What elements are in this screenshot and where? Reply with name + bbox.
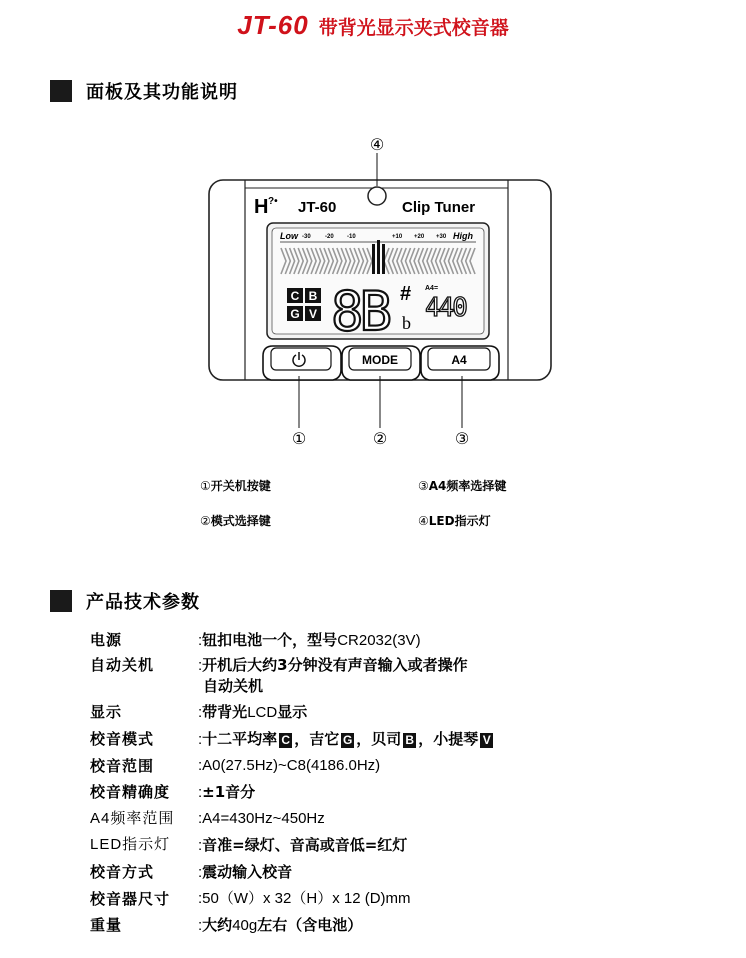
spec-row-auto-off	[90, 655, 710, 697]
flat-indicator: b	[402, 313, 411, 333]
legend-text: 模式选择键	[210, 514, 271, 528]
section-specs-heading	[50, 588, 200, 614]
sharp-indicator: #	[400, 283, 412, 305]
legend-item	[418, 477, 506, 494]
a4-value: 440	[425, 293, 466, 323]
spec-value: :A4=430Hz~450Hz	[198, 810, 325, 827]
mode-badge-v: V	[480, 733, 493, 748]
spec-row-accuracy	[90, 780, 710, 805]
spec-value: :钮扣电池一个，型号CR2032(3V)	[198, 631, 421, 649]
note-display: 8B	[331, 280, 389, 343]
scale-tick-label: +10	[392, 234, 403, 240]
a4-label: A4=	[425, 285, 439, 292]
callout-3: ③	[454, 429, 470, 448]
scale-tick-label: +20	[414, 234, 425, 240]
spec-label: 校音范围	[90, 757, 155, 775]
led-indicator	[368, 187, 386, 205]
spec-row-display	[90, 700, 710, 725]
mode-b-label: B	[308, 289, 318, 303]
spec-label: 自动关机	[90, 656, 155, 674]
spec-row-range	[90, 754, 710, 778]
spec-value: :±1音分	[198, 783, 256, 801]
spec-label: 显示	[90, 703, 123, 721]
mode-badge-c: C	[279, 733, 292, 748]
scale-tick-label: +30	[436, 234, 447, 240]
spec-label: 校音模式	[90, 730, 155, 748]
tuner-diagram	[0, 130, 746, 460]
spec-label: 重量	[90, 916, 123, 934]
legend-text: 开关机按键	[210, 479, 271, 493]
legend-number: ④	[418, 514, 429, 528]
specs-list	[90, 628, 710, 938]
callout-1: ①	[291, 429, 307, 448]
legend-item	[200, 512, 271, 529]
scale-low-label: Low	[280, 231, 298, 241]
legend-text: A4频率选择键	[428, 479, 507, 493]
legend-text: LED指示灯	[428, 514, 491, 528]
mode-c-label: C	[290, 289, 300, 303]
scale-tick-label: -10	[347, 234, 356, 240]
scale-tick-label: -20	[325, 234, 334, 240]
spec-row-led	[90, 833, 710, 858]
spec-value: :带背光LCD显示	[198, 703, 308, 721]
mode-g-label: G	[290, 307, 300, 321]
spec-value: :A0(27.5Hz)~C8(4186.0Hz)	[198, 757, 381, 774]
section-panel-title: 面板及其功能说明	[86, 82, 238, 103]
mode-v-label: V	[308, 307, 318, 321]
spec-value: :十二平均率 C ，吉它 G ，贝司 B ，小提琴 V	[198, 727, 495, 752]
spec-row-size	[90, 887, 710, 911]
spec-value: :大约40g左右（含电池）	[198, 916, 363, 934]
needle-right	[382, 244, 385, 274]
spec-label: 电源	[90, 631, 123, 649]
callout-4: ④	[369, 135, 385, 154]
legend-item	[200, 477, 271, 494]
section-specs-title: 产品技术参数	[86, 592, 200, 613]
scale-tick-label: -30	[302, 234, 311, 240]
title-model: JT-60	[237, 10, 309, 40]
spec-label: 校音器尺寸	[90, 890, 171, 908]
spec-label: LED指示灯	[90, 836, 171, 853]
section-bullet-icon	[50, 80, 72, 102]
spec-label: 校音精确度	[90, 783, 171, 801]
needle-left	[372, 244, 375, 274]
mode-button-label: MODE	[362, 353, 398, 367]
mode-badge-b: B	[403, 733, 416, 748]
logo: H	[254, 196, 269, 218]
spec-row-mode	[90, 727, 710, 752]
spec-row-weight	[90, 913, 710, 938]
power-button-face[interactable]	[271, 348, 331, 370]
a4-button-label: A4	[451, 353, 467, 367]
title-name: 带背光显示夹式校音器	[318, 17, 509, 39]
section-bullet-icon	[50, 590, 72, 612]
spec-value: :音准=绿灯、音高或音低=红灯	[198, 836, 408, 854]
legend-number: ①	[200, 479, 211, 493]
spec-row-a4-range	[90, 807, 710, 831]
scale-high-label: High	[453, 231, 473, 241]
callout-2: ②	[372, 429, 388, 448]
mode-badge-g: G	[343, 732, 353, 747]
device-model: JT-60	[298, 199, 337, 216]
spec-value: :50（W）x 32（H）x 12 (D)mm	[198, 890, 411, 907]
legend-number: ②	[200, 514, 211, 528]
spec-value: :开机后大约3分钟没有声音输入或者操作 自动关机	[198, 656, 468, 695]
spec-label: A4频率范围	[90, 810, 175, 827]
spec-label: 校音方式	[90, 863, 155, 881]
needle-center	[377, 240, 380, 274]
spec-row-power	[90, 628, 710, 653]
page-title	[0, 10, 746, 41]
spec-value: :震动输入校音	[198, 863, 293, 881]
logo-mark-icon: ?•	[268, 196, 278, 207]
section-panel-heading	[50, 78, 238, 104]
spec-row-method	[90, 860, 710, 885]
legend-number: ③	[418, 479, 429, 493]
device-product-name: Clip Tuner	[402, 199, 476, 216]
legend-item	[418, 512, 491, 529]
